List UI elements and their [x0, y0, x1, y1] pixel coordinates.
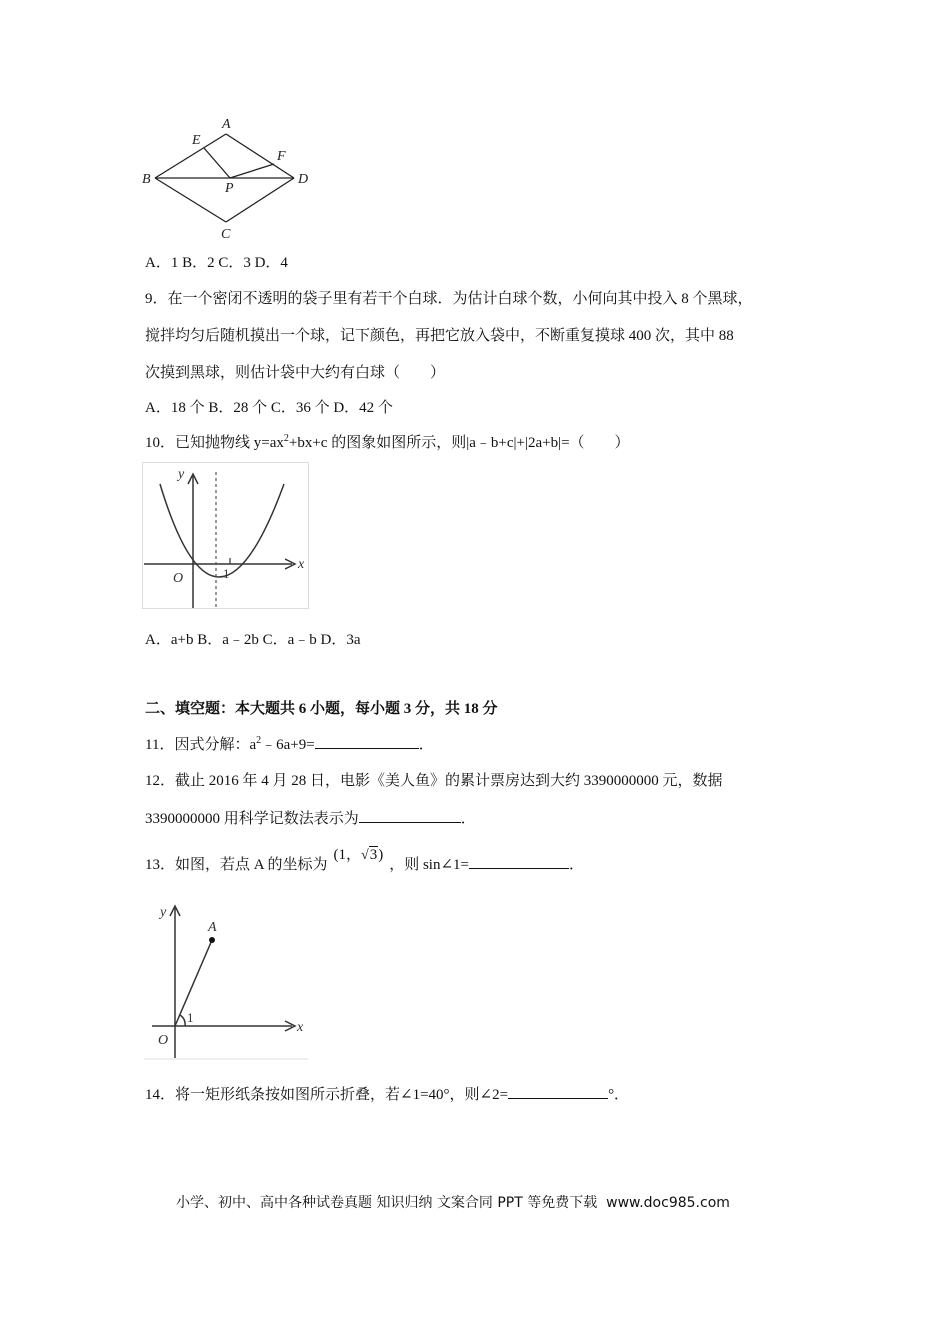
q10-stem-before: 10．已知抛物线 y=ax	[145, 435, 284, 451]
label-F: F	[277, 149, 286, 164]
q11-sup: 2	[256, 735, 262, 746]
label-one: 1	[223, 566, 230, 581]
q12-line2-before: 3390000000 用科学记数法表示为	[145, 811, 359, 827]
q12-line1: 12．截止 2016 年 4 月 28 日，电影《美人鱼》的累计票房达到大约 3390000000 元，数据	[145, 773, 723, 789]
q9-options: A．18 个 B．28 个 C．36 个 D．42 个	[145, 400, 393, 416]
label-E: E	[192, 133, 201, 148]
footer-text: 小学、初中、高中各种试卷真题 知识归纳 文案合同 PPT 等免费下载	[176, 1195, 598, 1211]
q12-line2	[145, 808, 476, 829]
label-A: A	[208, 920, 217, 935]
label-C: C	[221, 227, 231, 242]
q13-coordinate: (1，√3)	[333, 847, 384, 863]
q9-line3: 次摸到黑球，则估计袋中大约有白球（ ）	[145, 365, 446, 381]
section2-title: 二、填空题：本大题共 6 小题，每小题 3 分，共 18 分	[145, 701, 498, 717]
label-y: y	[178, 467, 185, 482]
q14-end: °．	[608, 1087, 630, 1103]
q10-stem-sup: 2	[283, 433, 289, 444]
q10-stem-after: +bx+c 的图象如图所示，则|a﹣b+c|+|2a+b|=（ ）	[288, 435, 630, 451]
q14-answer-blank[interactable]	[508, 1084, 608, 1099]
q14	[145, 1084, 629, 1105]
footer-url[interactable]: www.doc985.com	[606, 1195, 730, 1211]
label-B: B	[142, 172, 151, 187]
q11-before: 11．因式分解：a	[145, 737, 257, 753]
q11-after: ﹣6a+9=	[261, 737, 315, 753]
label-y: y	[160, 905, 167, 920]
q10-stem	[145, 433, 630, 453]
label-O: O	[173, 571, 184, 586]
q13-coordinate-figure	[142, 898, 312, 1063]
label-x: x	[297, 1020, 304, 1035]
q11-answer-blank[interactable]	[315, 734, 419, 749]
q11-end: ．	[418, 737, 434, 753]
q9-line2: 搅拌均匀后随机摸出一个球，记下颜色，再把它放入袋中，不断重复摸球 400 次，其中 88	[145, 328, 734, 344]
q13-before: 13．如图，若点 A 的坐标为	[145, 857, 328, 873]
label-D: D	[298, 172, 309, 187]
q13-after: ，则 sin∠1=	[389, 857, 469, 873]
q13-end: ．	[569, 857, 585, 873]
label-angle-1: 1	[187, 1010, 194, 1025]
q13-sqrt-arg: 3	[369, 847, 378, 863]
q11	[145, 734, 434, 755]
q10-parabola-figure	[142, 462, 312, 612]
label-O: O	[158, 1033, 169, 1048]
q8-rhombus-figure	[140, 112, 320, 244]
label-A: A	[222, 117, 231, 132]
q9-line1: 9．在一个密闭不透明的袋子里有若干个白球．为估计白球个数，小何向其中投入 8 个黑球，	[145, 291, 753, 307]
q14-before: 14．将一矩形纸条按如图所示折叠，若∠1=40°，则∠2=	[145, 1087, 509, 1103]
label-x: x	[298, 557, 305, 572]
label-P: P	[225, 181, 234, 196]
page-footer	[176, 1192, 730, 1212]
q13-answer-blank[interactable]	[469, 854, 569, 869]
q12-end: ．	[460, 811, 476, 827]
q8-options: A．1 B．2 C．3 D．4	[145, 255, 288, 271]
q13-stem	[145, 847, 585, 876]
q12-answer-blank[interactable]	[359, 808, 461, 823]
q10-options: A．a+b B．a﹣2b C．a﹣b D．3a	[145, 632, 361, 648]
